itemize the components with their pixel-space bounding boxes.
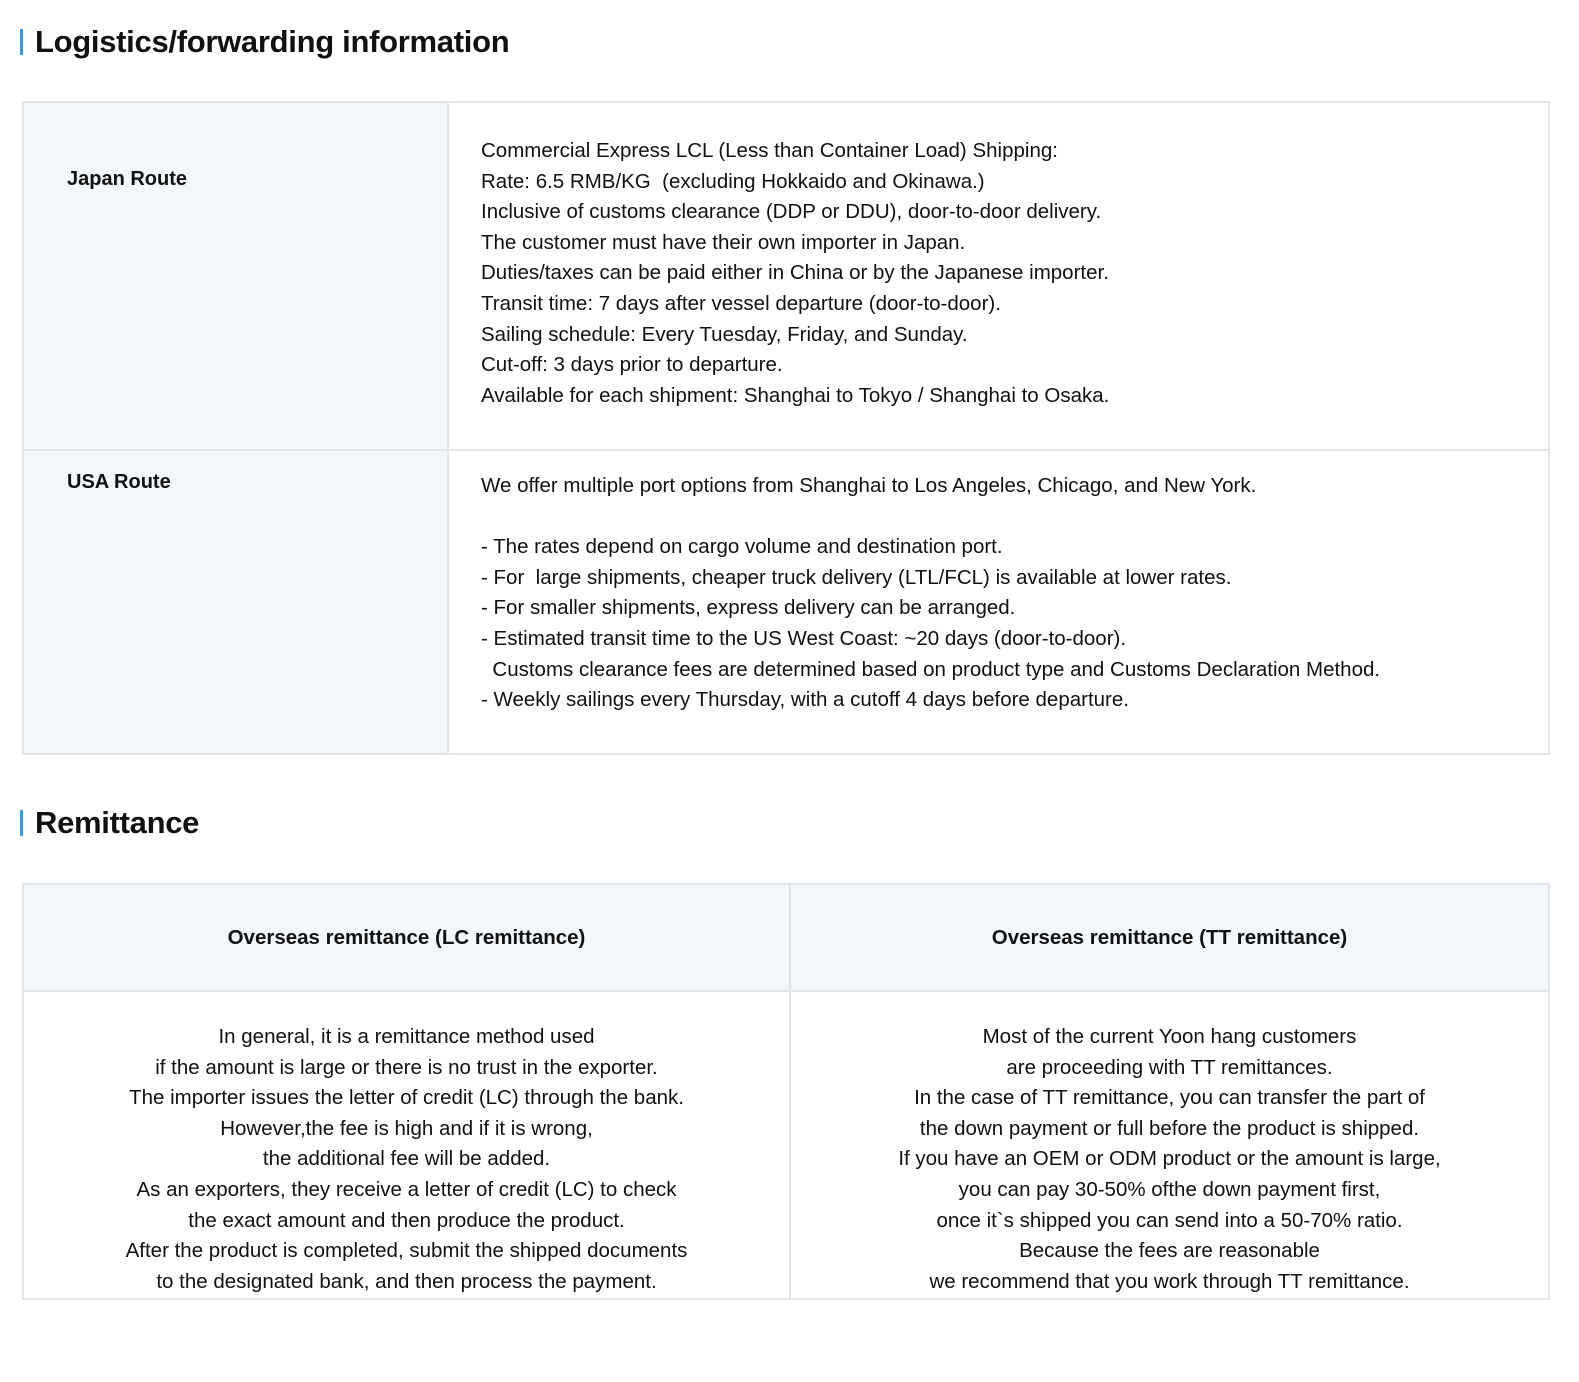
remittance-body-row <box>23 991 1549 1299</box>
tt-remittance-details <box>790 991 1549 1299</box>
japan-line: Commercial Express LCL (Less than Container Load) Shipping: <box>481 139 1058 162</box>
usa-route-label: USA Route <box>23 450 448 754</box>
japan-line: Available for each shipment: Shanghai to Tokyo / Shanghai to Osaka. <box>481 383 1110 407</box>
remittance-table <box>22 883 1550 1300</box>
table-row-japan-route <box>23 102 1549 450</box>
tt-line: are proceeding with TT remittances. <box>1006 1055 1333 1079</box>
tt-remittance-header: Overseas remittance (TT remittance) <box>790 884 1549 991</box>
lc-remittance-header: Overseas remittance (LC remittance) <box>23 884 790 991</box>
tt-line: In the case of TT remittance, you can transfer the part of <box>914 1086 1425 1110</box>
japan-line: Inclusive of customs clearance (DDP or DDU), door-to-door delivery. <box>481 200 1102 224</box>
table-row-usa-route <box>23 450 1549 754</box>
lc-remittance-details <box>23 991 790 1299</box>
usa-line: - For smaller shipments, express delivery can be arranged. <box>481 596 1016 620</box>
lc-line: However,the fee is high and if it is wrong, <box>220 1116 593 1140</box>
japan-route-details <box>448 102 1549 450</box>
tt-line: once it`s shipped you can send into a 50-70% ratio. <box>936 1208 1403 1232</box>
usa-intro: We offer multiple port options from Shanghai to Los Angeles, Chicago, and New York. <box>481 474 1257 497</box>
japan-line: The customer must have their own importer in Japan. <box>481 230 966 254</box>
tt-line: Most of the current Yoon hang customers <box>982 1025 1357 1048</box>
remittance-header-row <box>23 884 1549 991</box>
tt-line: you can pay 30-50% ofthe down payment first, <box>958 1177 1381 1201</box>
usa-line: - Estimated transit time to the US West Coast: ~20 days (door-to-door). <box>481 626 1127 650</box>
logistics-section-title <box>20 22 509 62</box>
spacer <box>481 502 1548 533</box>
accent-bar-icon <box>20 810 23 836</box>
usa-line: - The rates depend on cargo volume and destination port. <box>481 535 1003 559</box>
lc-line: the additional fee will be added. <box>262 1147 551 1171</box>
tt-line: Because the fees are reasonable <box>1019 1239 1320 1263</box>
japan-line: Cut-off: 3 days prior to departure. <box>481 353 783 377</box>
lc-line: the exact amount and then produce the product. <box>188 1208 625 1232</box>
usa-line: - Weekly sailings every Thursday, with a cutoff 4 days before departure. <box>481 688 1129 712</box>
lc-line: As an exporters, they receive a letter of credit (LC) to check <box>136 1177 677 1201</box>
lc-line: The importer issues the letter of credit (LC) through the bank. <box>129 1086 684 1110</box>
accent-bar-icon <box>20 29 23 55</box>
lc-line: After the product is completed, submit the shipped documents <box>125 1239 688 1263</box>
japan-line: Duties/taxes can be paid either in China or by the Japanese importer. <box>481 261 1109 285</box>
lc-line: In general, it is a remittance method used <box>218 1025 595 1048</box>
tt-line: the down payment or full before the product is shipped. <box>919 1116 1420 1140</box>
japan-line: Sailing schedule: Every Tuesday, Friday, and Sunday. <box>481 322 968 346</box>
tt-line: we recommend that you work through TT remittance. <box>929 1269 1410 1293</box>
japan-line: Transit time: 7 days after vessel departure (door-to-door). <box>481 291 1001 315</box>
tt-line: If you have an OEM or ODM product or the amount is large, <box>898 1147 1441 1171</box>
logistics-title-text: Logistics/forwarding information <box>35 24 510 59</box>
remittance-title-text: Remittance <box>35 805 200 840</box>
usa-line: - For large shipments, cheaper truck delivery (LTL/FCL) is available at lower rates. <box>481 565 1232 589</box>
lc-line: to the designated bank, and then process the payment. <box>156 1269 657 1293</box>
japan-line: Rate: 6.5 RMB/KG (excluding Hokkaido and Okinawa.) <box>481 169 985 193</box>
japan-route-label: Japan Route <box>23 102 448 450</box>
lc-line: if the amount is large or there is no trust in the exporter. <box>155 1055 658 1079</box>
usa-line: Customs clearance fees are determined based on product type and Customs Declaration Method. <box>481 657 1381 681</box>
usa-route-details <box>448 450 1549 754</box>
logistics-table <box>22 101 1550 755</box>
remittance-section-title <box>20 803 199 843</box>
